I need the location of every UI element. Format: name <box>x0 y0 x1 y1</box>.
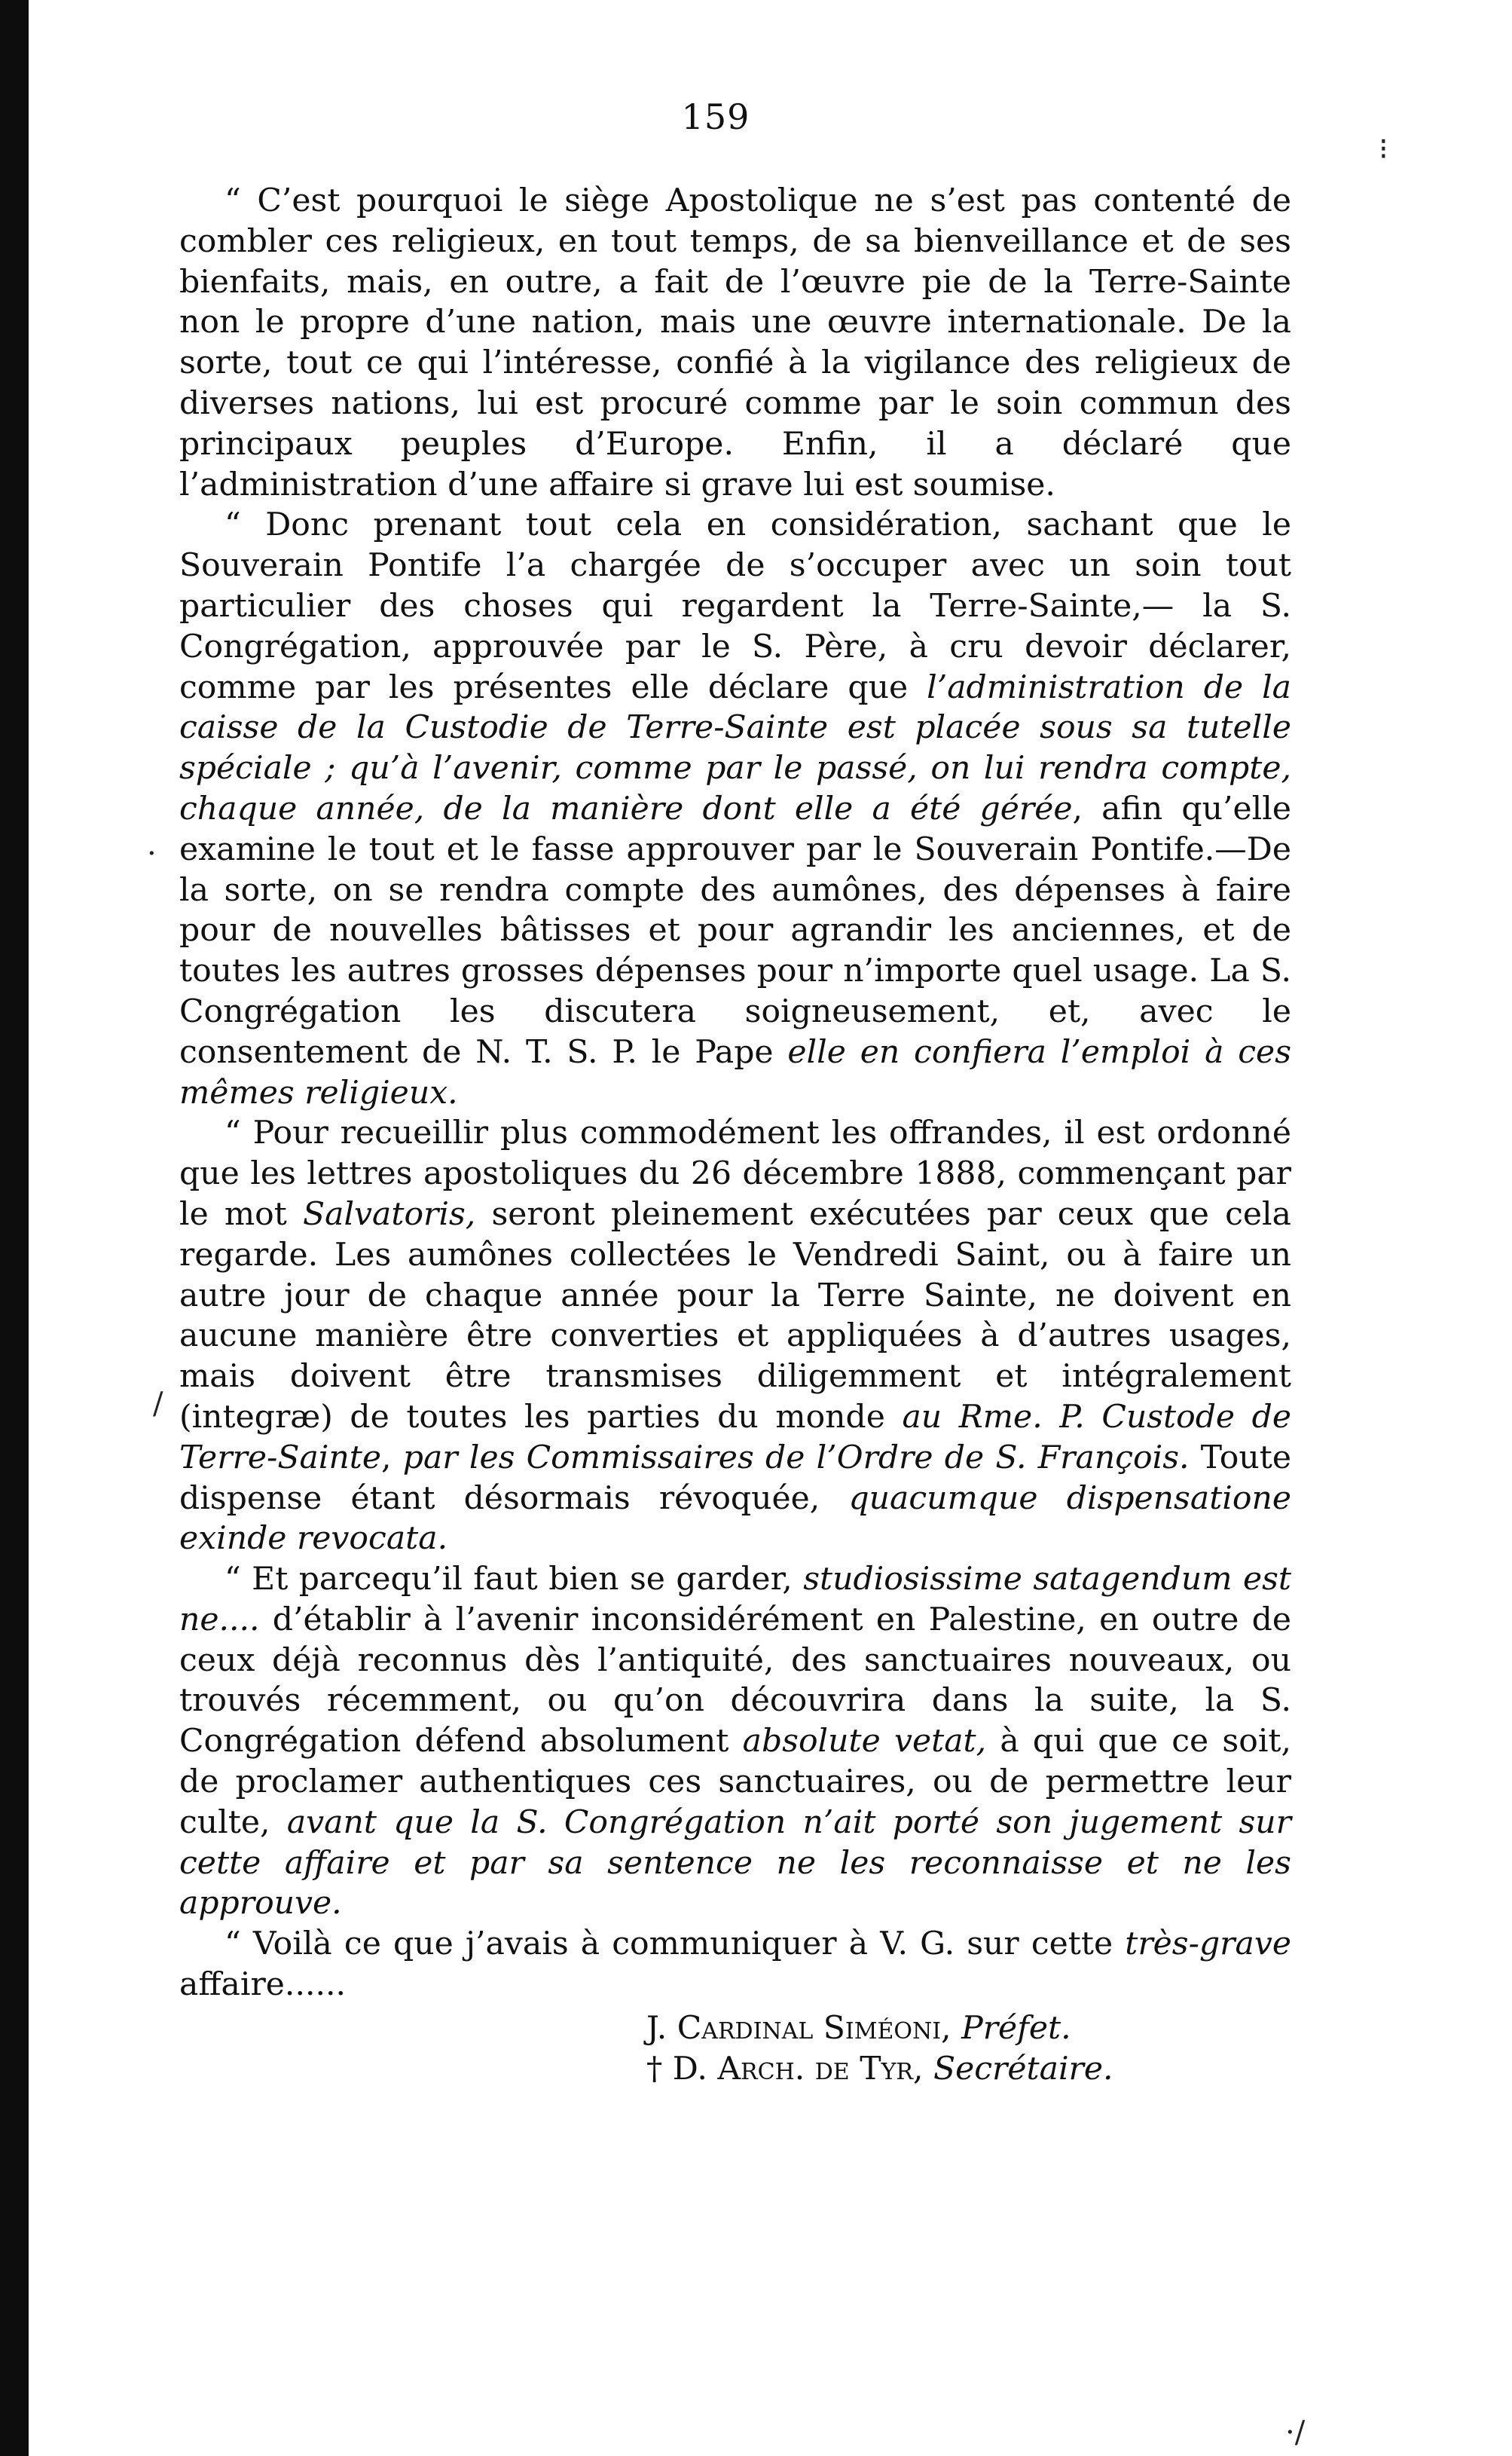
italic-text: studiosissime satagendum est ne.... <box>179 1561 1291 1638</box>
text-run: seront pleinement exécutées par ceux que cela regarde. Les aumônes collectées le Vendredi Saint, ou à faire un autre jour de chaque année pour la Terre Sainte, ne doivent en aucune manière être converties et appliquées à d’autres usages, mais doivent être transmises diligemment et intégralement (integræ) de toutes les parties du monde <box>179 1195 1291 1436</box>
italic-text: Salvatoris, <box>303 1195 476 1233</box>
italic-text: très-grave <box>1125 1925 1291 1963</box>
italic-text: quacumque dispensatione exinde revocata. <box>179 1479 1291 1558</box>
signature-line <box>646 2008 1291 2049</box>
italic-text: elle en confiera l’emploi à ces mêmes religieux. <box>179 1033 1291 1112</box>
text-run: affaire...... <box>179 1966 346 2004</box>
text-run: , afin qu’elle examine le tout et le fasse approuver par le Souverain Pontife.—De la sorte, on se rendra compte des aumônes, des dépenses à faire pour de nouvelles bâtisses et pour agrandir les anciennes, et de toutes les autres grosses dépenses pour n’importe quel usage. La S. Congrégation les discutera soigneusement, et, avec le consentement de N. T. S. P. le Pape <box>179 790 1291 1071</box>
signatory-name: † D. Arch. de Tyr, <box>646 2050 924 2087</box>
signatory-title: Secrétaire. <box>933 2050 1113 2087</box>
text-run: “ Voilà ce que j’avais à communiquer à V. G. sur cette <box>225 1925 1126 1963</box>
italic-text: par les Commissaires de l’Ordre de S. François. <box>402 1439 1190 1476</box>
margin-mark-left-2: / <box>153 1387 163 1421</box>
paragraph <box>179 1559 1291 1924</box>
text-run: “ Et parcequ’il faut bien se garder, <box>225 1561 804 1598</box>
text-run: “ Pour recueillir plus commodément les offrandes, il est ordonné que les lettres apostoliques du 26 décembre 1888, commençant par le mot <box>179 1115 1291 1233</box>
paragraph <box>179 181 1291 505</box>
scan-edge-bar <box>0 0 29 2456</box>
text-run: , <box>381 1439 403 1476</box>
text-run: “ C’est pourquoi le siège Apostolique ne s’est pas contenté de combler ces religieux, en tout temps, de sa bienveillance et de ses bienfaits, mais, en outre, a fait de l’œuvre pie de la Terre-Sainte non le propre d’une nation, mais une œuvre internationale. De la sorte, tout ce qui l’intéresse, confié à la vigilance des religieux de diverses nations, lui est procuré comme par le soin commun des principaux peuples d’Europe. Enfin, il a déclaré que l’administration d’une affaire si grave lui est soumise. <box>179 182 1291 503</box>
paragraph <box>179 505 1291 1113</box>
signatory-name: J. Cardinal Siméoni, <box>646 2009 951 2047</box>
text-run: “ Donc prenant tout cela en considération, sachant que le Souverain Pontife l’a chargée de s’occuper avec un soin tout particulier des choses qui regardent la Terre-Sainte,— la S. Congrégation, approuvée par le S. Père, à cru devoir déclarer, comme par les présentes elle déclare que <box>179 506 1291 706</box>
text-run: à qui que ce soit, de proclamer authentiques ces sanctuaires, ou de permettre leur culte, <box>179 1723 1291 1841</box>
italic-text: l’administration de la caisse de la Custodie de Terre-Sainte est placée sous sa tutelle spéciale ; qu’à l’avenir, comme par le passé, on lui rendra compte, chaque année, de la manière dont elle a été gérée <box>179 668 1291 827</box>
margin-mark-left-1: · <box>147 837 157 871</box>
margin-mark-bottom-right: ·/ <box>1285 2415 1306 2450</box>
text-run: d’établir à l’avenir inconsidérément en Palestine, en outre de ceux déjà reconnus dès l’antiquité, des sanctuaires nouveaux, ou trouvés récemment, ou qu’on découvrira dans la suite, la S. Congrégation défend absolument <box>179 1601 1291 1760</box>
document-body <box>179 181 1291 2089</box>
italic-text: au Rme. P. Custode de Terre-Sainte <box>179 1398 1291 1476</box>
margin-mark-top-right: ⁝ <box>1379 132 1388 167</box>
signature-block <box>179 2008 1291 2090</box>
signatory-title: Préfet. <box>961 2009 1071 2047</box>
signature-line <box>646 2049 1291 2090</box>
italic-text: avant que la S. Congrégation n’ait porté son jugement sur cette affaire et par sa sentence ne les reconnaisse et ne les approuve. <box>179 1803 1291 1922</box>
italic-text: absolute vetat, <box>742 1723 987 1760</box>
paragraph <box>179 1924 1291 2005</box>
text-run: Toute dispense étant désormais révoquée, <box>179 1439 1291 1517</box>
page-number: 159 <box>681 96 750 137</box>
paragraph <box>179 1113 1291 1559</box>
